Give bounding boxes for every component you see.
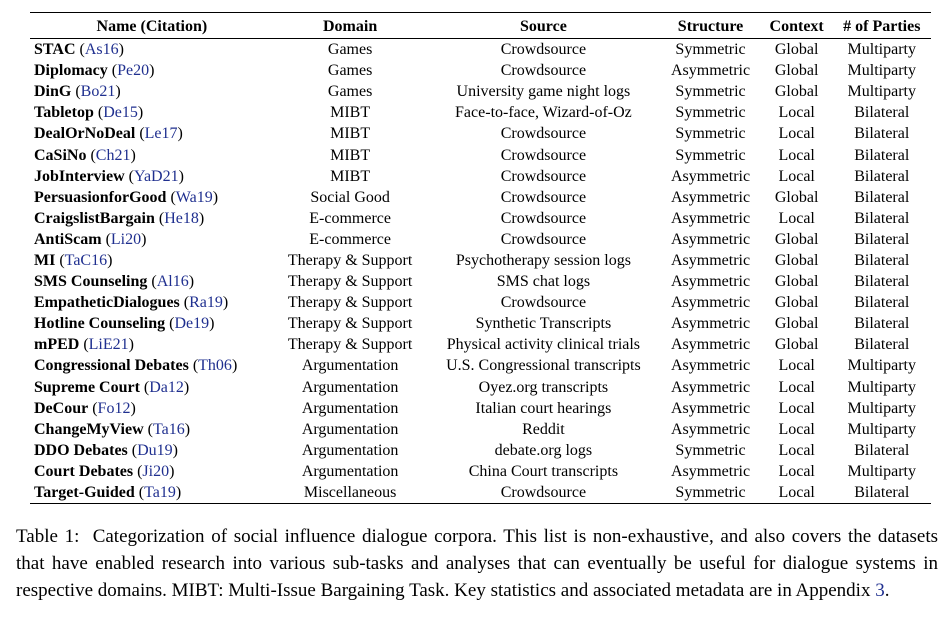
- cell-context: Local: [778, 146, 815, 164]
- cell-name: CaSiNo (Ch21): [34, 146, 136, 164]
- corpus-name: DinG: [34, 83, 72, 101]
- cell-parties: Bilateral: [854, 230, 910, 248]
- cell-parties: Bilateral: [854, 167, 910, 185]
- cell-context: Global: [774, 41, 819, 59]
- table-caption: [16, 523, 938, 604]
- corpus-name: DDO Debates: [34, 441, 128, 459]
- cell-domain: Argumentation: [301, 399, 399, 417]
- cell-source: University game night logs: [456, 83, 631, 101]
- table-row: [30, 187, 931, 208]
- citation-link[interactable]: Ch21: [95, 146, 131, 164]
- table-row: [30, 313, 931, 334]
- cell-context: Global: [774, 83, 819, 101]
- table-row: [30, 144, 931, 165]
- corpus-name: Diplomacy: [34, 62, 108, 80]
- table-row: [30, 419, 931, 440]
- cell-domain: Argumentation: [301, 378, 399, 396]
- cell-parties: Multiparty: [847, 41, 916, 59]
- cell-parties: Bilateral: [854, 188, 910, 206]
- cell-structure: Asymmetric: [670, 336, 751, 354]
- cell-domain: Therapy & Support: [287, 336, 413, 354]
- citation-link[interactable]: YaD21: [133, 167, 179, 185]
- cell-domain: Argumentation: [301, 462, 399, 480]
- cell-structure: Asymmetric: [670, 420, 751, 438]
- cell-source: Crowdsource: [500, 209, 587, 227]
- cell-structure: Asymmetric: [670, 167, 751, 185]
- table-row: [30, 39, 931, 61]
- corpus-name: Target-Guided: [34, 484, 135, 502]
- cell-context: Local: [761, 482, 833, 504]
- cell-structure: Asymmetric: [670, 251, 751, 269]
- cell-source: U.S. Congressional transcripts: [446, 357, 641, 375]
- header-name: Name (Citation): [30, 13, 274, 39]
- cell-structure: Asymmetric: [670, 62, 751, 80]
- cell-domain: E-commerce: [309, 209, 391, 227]
- cell-source: Crowdsource: [500, 125, 587, 143]
- cell-source: Crowdsource: [500, 167, 587, 185]
- cell-structure: Asymmetric: [670, 315, 751, 333]
- cell-context: Global: [774, 273, 819, 291]
- cell-source: Crowdsource: [500, 41, 587, 59]
- cell-parties: Multiparty: [847, 378, 916, 396]
- cell-context: Local: [778, 420, 815, 438]
- corpus-name: CaSiNo: [34, 146, 87, 164]
- cell-source: Psychotherapy session logs: [455, 251, 631, 269]
- citation-link[interactable]: Pe20: [117, 62, 150, 80]
- cell-source: Physical activity clinical trials: [446, 336, 641, 354]
- cell-structure: Asymmetric: [670, 230, 751, 248]
- citation-link[interactable]: Wa19: [175, 188, 213, 206]
- cell-name: mPED (LiE21): [34, 336, 134, 354]
- cell-name: ChangeMyView (Ta16): [34, 420, 191, 438]
- citation-link[interactable]: Du19: [137, 441, 173, 459]
- header-domain: Domain: [274, 13, 427, 39]
- cell-domain: MIBT: [330, 146, 371, 164]
- citation-link[interactable]: Th06: [198, 357, 232, 375]
- table-row: [30, 482, 931, 504]
- citation-link[interactable]: Li20: [110, 230, 142, 248]
- cell-structure: Symmetric: [660, 482, 760, 504]
- cell-domain: MIBT: [330, 104, 371, 122]
- table-row: [30, 271, 931, 292]
- cell-name: PersuasionforGood (Wa19): [34, 188, 219, 206]
- citation-link[interactable]: Al16: [156, 273, 189, 291]
- cell-context: Local: [778, 167, 815, 185]
- corpus-name: DeCour: [34, 399, 89, 417]
- cell-name: SMS Counseling (Al16): [34, 273, 195, 291]
- cell-structure: Asymmetric: [670, 188, 751, 206]
- cell-domain: Therapy & Support: [287, 294, 413, 312]
- cell-parties: Bilateral: [833, 482, 931, 504]
- cell-name: DeCour (Fo12): [34, 399, 136, 417]
- table-row: [30, 166, 931, 187]
- cell-source: Oyez.org transcripts: [478, 378, 609, 396]
- cell-parties: Multiparty: [847, 62, 916, 80]
- cell-structure: Symmetric: [675, 441, 746, 459]
- cell-context: Global: [774, 251, 819, 269]
- table-row: [30, 60, 931, 81]
- cell-parties: Bilateral: [854, 273, 910, 291]
- cell-context: Global: [774, 188, 819, 206]
- cell-context: Global: [774, 294, 819, 312]
- table-row: [30, 334, 931, 355]
- cell-source: Crowdsource: [500, 146, 587, 164]
- cell-domain: Games: [327, 41, 373, 59]
- cell-structure: Asymmetric: [670, 209, 751, 227]
- cell-parties: Multiparty: [847, 420, 916, 438]
- cell-context: Local: [778, 104, 815, 122]
- cell-name: DealOrNoDeal (Le17): [34, 125, 183, 143]
- cell-parties: Bilateral: [854, 315, 910, 333]
- cell-name: Hotline Counseling (De19): [34, 315, 215, 333]
- table-row: [30, 81, 931, 102]
- cell-source: Crowdsource: [500, 188, 587, 206]
- cell-structure: Asymmetric: [670, 378, 751, 396]
- corpus-name: MI: [34, 251, 56, 269]
- corpus-name: DealOrNoDeal: [34, 125, 136, 143]
- cell-structure: Asymmetric: [670, 357, 751, 375]
- cell-name: EmpatheticDialogues (Ra19): [34, 294, 229, 312]
- cell-name: JobInterview (YaD21): [34, 167, 184, 185]
- cell-source: Face-to-face, Wizard-of-Oz: [455, 104, 632, 122]
- citation-link[interactable]: He18: [164, 209, 199, 227]
- appendix-link[interactable]: 3: [875, 580, 885, 601]
- cell-context: Local: [778, 462, 815, 480]
- cell-source: SMS chat logs: [496, 273, 591, 291]
- cell-source: Italian court hearings: [475, 399, 612, 417]
- corpus-name: SMS Counseling: [34, 273, 148, 291]
- cell-context: Global: [774, 336, 819, 354]
- corpus-name: STAC: [34, 41, 76, 59]
- corpus-name: Supreme Court: [34, 378, 140, 396]
- citation-link[interactable]: Fo12: [97, 399, 131, 417]
- caption-end: .: [884, 580, 890, 601]
- cell-domain: Social Good: [310, 188, 390, 206]
- header-context: Context: [761, 13, 833, 39]
- cell-domain: Argumentation: [301, 420, 399, 438]
- cell-domain: Therapy & Support: [287, 273, 413, 291]
- cell-context: Local: [778, 378, 815, 396]
- cell-parties: Multiparty: [847, 399, 916, 417]
- cell-context: Global: [774, 315, 819, 333]
- cell-name: Target-Guided (Ta19): [30, 482, 274, 504]
- caption-label: Table 1:: [16, 526, 80, 547]
- cell-name: Tabletop (De15): [34, 104, 144, 122]
- table-row: [30, 123, 931, 144]
- cell-name: Diplomacy (Pe20): [34, 62, 155, 80]
- cell-parties: Multiparty: [847, 357, 916, 375]
- cell-source: Reddit: [522, 420, 565, 438]
- corpus-name: JobInterview: [34, 167, 125, 185]
- cell-parties: Bilateral: [854, 336, 910, 354]
- cell-context: Local: [778, 357, 815, 375]
- citation-link[interactable]: Bo21: [80, 83, 116, 101]
- cell-context: Local: [778, 441, 815, 459]
- cell-name: Supreme Court (Da12): [34, 378, 190, 396]
- citation-link[interactable]: LiE21: [88, 336, 129, 354]
- corpus-name: CraigslistBargain: [34, 209, 155, 227]
- cell-source: China Court transcripts: [468, 462, 619, 480]
- corpus-name: Hotline Counseling: [34, 315, 166, 333]
- cell-context: Local: [778, 399, 815, 417]
- cell-structure: Asymmetric: [670, 273, 751, 291]
- table-row: [30, 292, 931, 313]
- table-header: [30, 13, 931, 39]
- cell-source: debate.org logs: [494, 441, 593, 459]
- cell-source: Crowdsource: [427, 482, 661, 504]
- citation-link[interactable]: Le17: [144, 125, 178, 143]
- cell-structure: Asymmetric: [670, 462, 751, 480]
- cell-source: Crowdsource: [500, 294, 587, 312]
- cell-structure: Symmetric: [675, 104, 746, 122]
- citation-link[interactable]: Ra19: [189, 294, 223, 312]
- cell-domain: MIBT: [330, 167, 371, 185]
- cell-parties: Multiparty: [847, 83, 916, 101]
- corpora-table: [30, 12, 931, 504]
- corpus-name: Congressional Debates: [34, 357, 189, 375]
- table-row: [30, 461, 931, 482]
- citation-link[interactable]: Ji20: [142, 462, 170, 480]
- cell-parties: Bilateral: [854, 251, 910, 269]
- corpus-name: PersuasionforGood: [34, 188, 167, 206]
- table-row: [30, 208, 931, 229]
- cell-parties: Bilateral: [854, 125, 910, 143]
- cell-domain: Games: [327, 62, 373, 80]
- cell-context: Local: [778, 209, 815, 227]
- citation-link[interactable]: Ta16: [152, 420, 185, 438]
- cell-parties: Bilateral: [854, 104, 910, 122]
- corpora-table-container: [30, 12, 931, 504]
- cell-structure: Symmetric: [675, 125, 746, 143]
- cell-domain: E-commerce: [309, 230, 391, 248]
- cell-domain: Argumentation: [301, 357, 399, 375]
- cell-name: DDO Debates (Du19): [34, 441, 178, 459]
- cell-name: MI (TaC16): [34, 251, 113, 269]
- cell-domain: Miscellaneous: [274, 482, 427, 504]
- header-source: Source: [427, 13, 661, 39]
- table-row: [30, 102, 931, 123]
- citation-link[interactable]: As16: [84, 41, 119, 59]
- cell-parties: Multiparty: [847, 462, 916, 480]
- corpus-name: AntiScam: [34, 230, 102, 248]
- cell-name: Congressional Debates (Th06): [34, 357, 238, 375]
- cell-structure: Symmetric: [675, 83, 746, 101]
- cell-parties: Bilateral: [854, 294, 910, 312]
- caption-text: Categorization of social influence dialogue corpora. This list is non-exhaustive, and also covers the datasets that have enabled research into various sub-tasks and analyses that can eventually be useful for dialogue systems in respective domains. MIBT: Multi-Issue Bargaining Task. Key statistics and associated metadata are in Appendix: [16, 526, 939, 601]
- cell-source: Crowdsource: [500, 230, 587, 248]
- corpus-name: Court Debates: [34, 462, 134, 480]
- cell-structure: Asymmetric: [670, 399, 751, 417]
- cell-structure: Symmetric: [675, 146, 746, 164]
- corpus-name: mPED: [34, 336, 80, 354]
- corpus-name: Tabletop: [34, 104, 94, 122]
- table-row: [30, 355, 931, 376]
- header-row: [30, 13, 931, 39]
- cell-context: Global: [774, 62, 819, 80]
- cell-name: CraigslistBargain (He18): [34, 209, 205, 227]
- citation-link[interactable]: Ta19: [144, 484, 176, 502]
- cell-name: Court Debates (Ji20): [34, 462, 175, 480]
- table-row: [30, 440, 931, 461]
- cell-structure: Symmetric: [675, 41, 746, 59]
- cell-source: Crowdsource: [500, 62, 587, 80]
- corpus-name: EmpatheticDialogues: [34, 294, 180, 312]
- table-body: [30, 39, 931, 504]
- cell-name: DinG (Bo21): [34, 83, 121, 101]
- cell-domain: Games: [327, 83, 373, 101]
- citation-link[interactable]: Da12: [149, 378, 184, 396]
- table-row: [30, 398, 931, 419]
- cell-context: Global: [774, 230, 819, 248]
- citation-link[interactable]: De15: [103, 104, 138, 122]
- cell-context: Local: [778, 125, 815, 143]
- table-row: [30, 229, 931, 250]
- cell-structure: Asymmetric: [670, 294, 751, 312]
- table-row: [30, 377, 931, 398]
- cell-parties: Bilateral: [854, 146, 910, 164]
- cell-name: STAC (As16): [34, 41, 124, 59]
- cell-domain: MIBT: [330, 125, 371, 143]
- cell-name: AntiScam (Li20): [34, 230, 147, 248]
- citation-link[interactable]: De19: [174, 315, 210, 333]
- cell-domain: Therapy & Support: [287, 251, 413, 269]
- cell-parties: Bilateral: [854, 441, 910, 459]
- corpus-name: ChangeMyView: [34, 420, 144, 438]
- cell-domain: Argumentation: [301, 441, 399, 459]
- cell-parties: Bilateral: [854, 209, 910, 227]
- header-parties: # of Parties: [833, 13, 931, 39]
- cell-source: Synthetic Transcripts: [475, 315, 612, 333]
- cell-domain: Therapy & Support: [287, 315, 413, 333]
- table-row: [30, 250, 931, 271]
- header-structure: Structure: [660, 13, 760, 39]
- citation-link[interactable]: TaC16: [64, 251, 108, 269]
